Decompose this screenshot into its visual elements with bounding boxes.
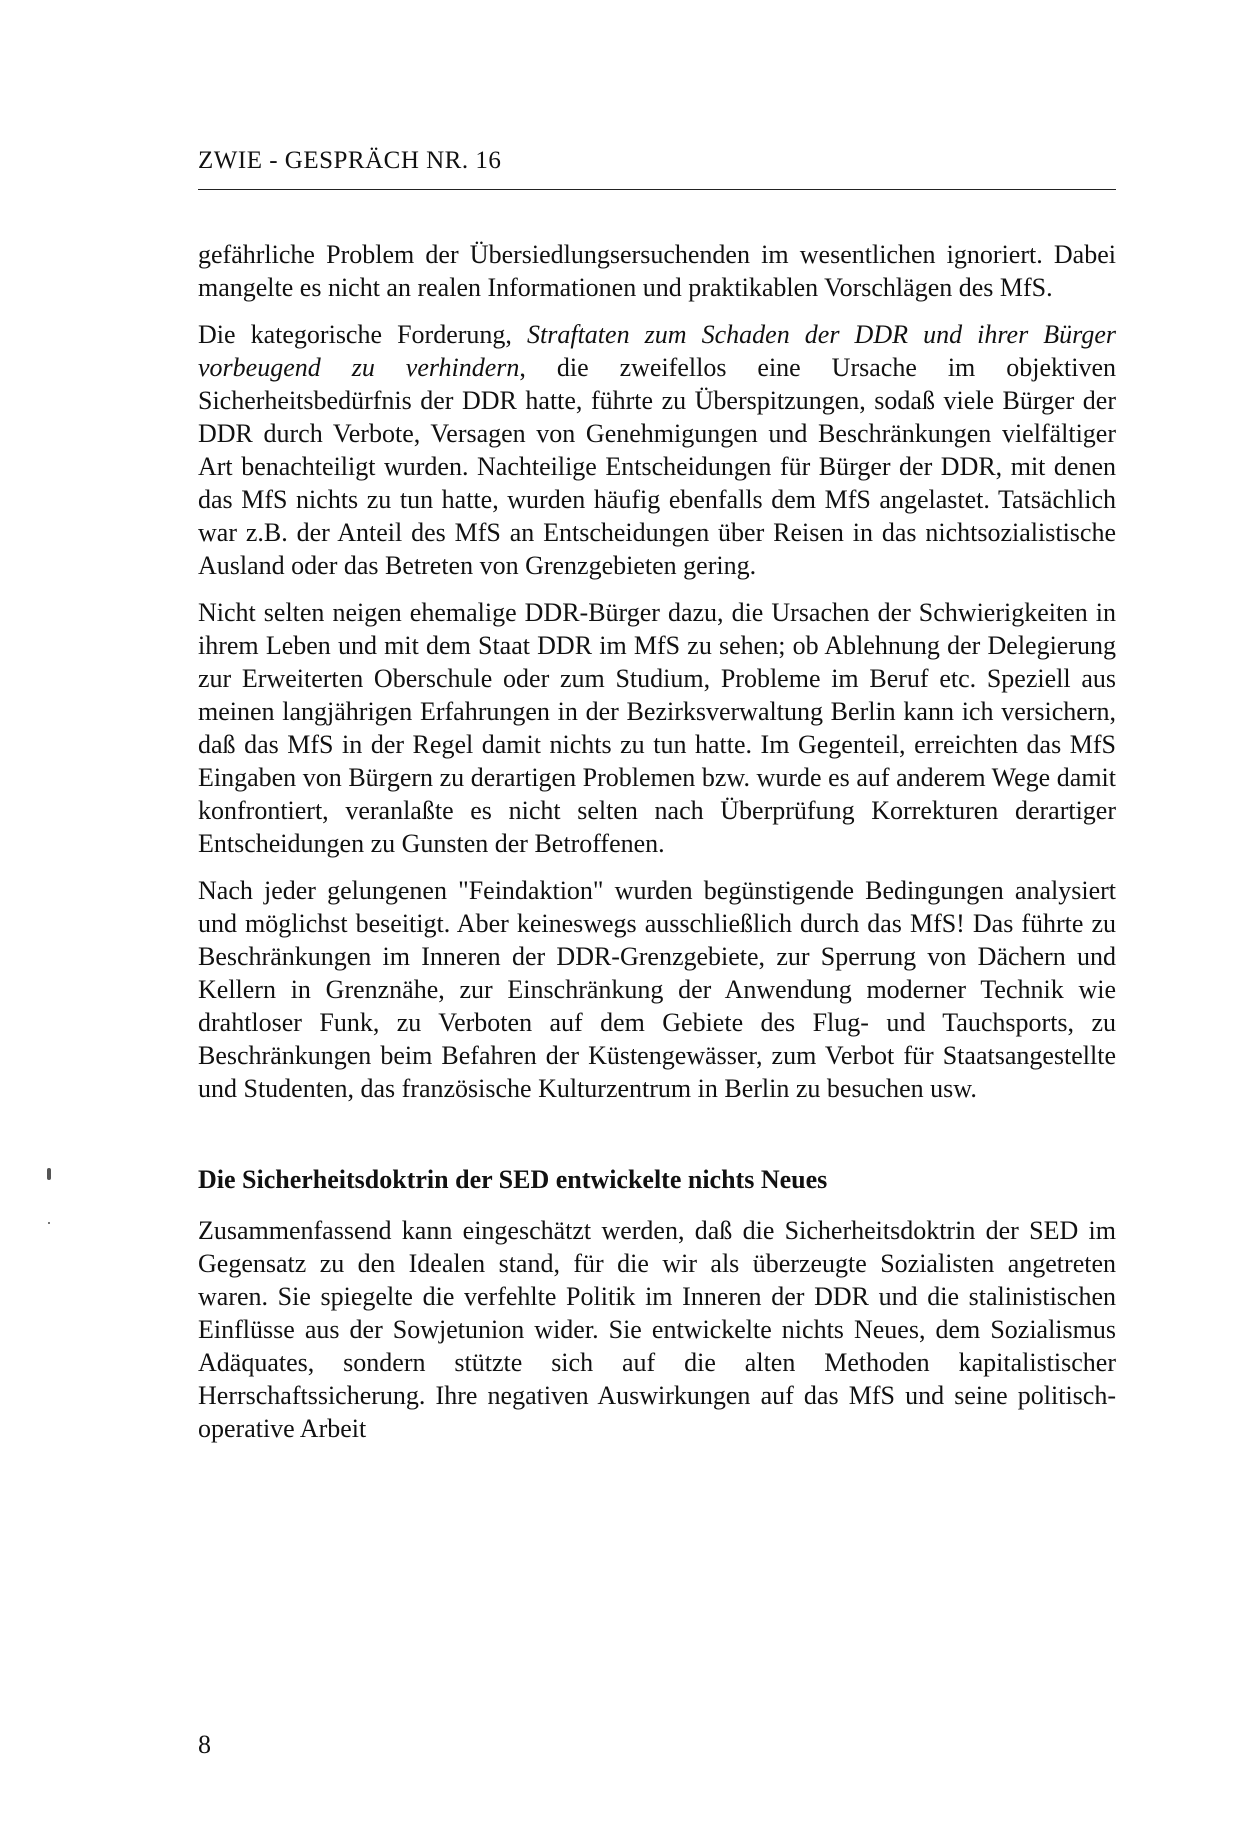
header-rule (198, 189, 1116, 190)
paragraph-2-text-start: Die kategorische Forderung, (198, 320, 528, 349)
paragraph-1 (198, 238, 1116, 304)
section-heading: Die Sicherheitsdoktrin der SED entwickelte nichts Neues (198, 1165, 828, 1194)
body-text (198, 238, 1116, 1459)
paragraph-4-text: Nach jeder gelungenen "Feindaktion" wurden begünstigende Bedingungen analysiert und möglichst beseitigt. Aber keineswegs ausschließlich durch das MfS! Das führte zu Beschränkungen im Inneren der DDR-Grenzgebiete, zur Sperrung von Dächern und Kellern in Grenznähe, zur Einschränkung der Anwendung moderner Technik wie drahtloser Funk, zu Verboten auf dem Gebiete des Flug- und Tauchsports, zu Beschränkungen beim Befahren der Küstengewässer, zum Verbot für Staatsangestellte und Studenten, das französische Kulturzentrum in Berlin zu besuchen usw. (198, 876, 1116, 1103)
scan-mark (47, 1168, 51, 1180)
running-head: ZWIE - GESPRÄCH NR. 16 (198, 147, 502, 174)
paragraph-4 (198, 874, 1116, 1105)
paragraph-5-text: Zusammenfassend kann eingeschätzt werden, daß die Sicherheitsdoktrin der SED im Gegensatz zu den Idealen stand, für die wir als überzeugte Sozialisten angetreten waren. Sie spiegelte die verfehlte Politik im Inneren der DDR und die stalinistischen Einflüsse aus der Sowjetunion wider. Sie entwickelte nichts Neues, dem Sozialismus Adäquates, sondern stützte sich auf die alten Methoden kapitalistischer Herrschaftssicherung. Ihre negativen Auswirkungen auf das MfS und seine politisch-operative Arbeit (198, 1216, 1116, 1443)
paragraph-2-italic-phrase: Straftaten zum Schaden der DDR und ihrer Bürger vorbeugend zu verhindern (198, 320, 1116, 382)
page-number: 8 (198, 1730, 211, 1759)
paragraph-3 (198, 596, 1116, 860)
paragraph-3-text: Nicht selten neigen ehemalige DDR-Bürger dazu, die Ursachen der Schwierigkeiten in ihrem Leben und mit dem Staat DDR im MfS zu sehen; ob Ablehnung der Delegierung zur Erweiterten Oberschule oder zum Studium, Probleme im Beruf etc. Speziell aus meinen langjährigen Erfahrungen in der Bezirksverwaltung Berlin kann ich versichern, daß das MfS in der Regel damit nichts zu tun hatte. Im Gegenteil, erreichten das MfS Eingaben von Bürgern zu derartigen Problemen bzw. wurde es auf anderem Wege damit konfrontiert, veranlaßte es nicht selten nach Überprüfung Korrekturen derartiger Entscheidungen zu Gunsten der Betroffenen. (198, 598, 1116, 858)
scan-dot (48, 1222, 50, 1224)
paragraph-2-text-end: , die zweifellos eine Ursache im objektiven Sicherheitsbedürfnis der DDR hatte, führte zu Überspitzungen, sodaß viele Bürger der DDR durch Verbote, Versagen von Genehmigungen und Beschränkungen vielfältiger Art benachteiligt wurden. Nachteilige Entscheidungen für Bürger der DDR, mit denen das MfS nichts zu tun hatte, wurden häufig ebenfalls dem MfS angelastet. Tatsächlich war z.B. der Anteil des MfS an Entscheidungen über Reisen in das nichtsozialistische Ausland oder das Betreten von Grenzgebieten gering. (198, 353, 1116, 580)
paragraph-2 (198, 318, 1116, 582)
paragraph-5 (198, 1214, 1116, 1445)
paragraph-1-text: gefährliche Problem der Übersiedlungsersuchenden im wesentlichen ignoriert. Dabei mangelte es nicht an realen Informationen und praktikablen Vorschlägen des MfS. (198, 240, 1116, 302)
